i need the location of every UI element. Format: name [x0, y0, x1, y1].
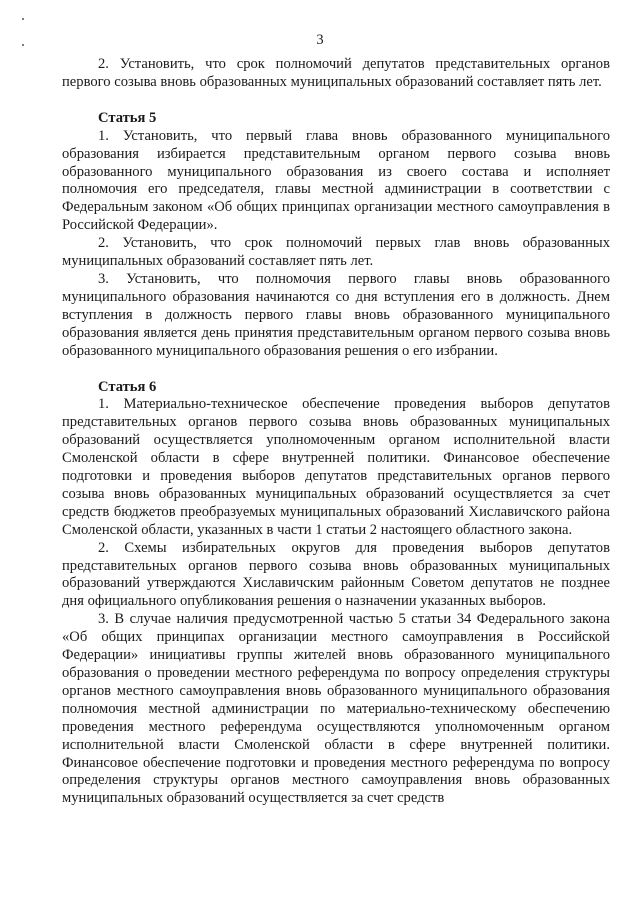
scan-speck — [22, 18, 24, 20]
document-body — [62, 56, 610, 808]
paragraph: 2. Схемы избирательных округов для проведения выборов депутатов представительных органов первого созыва вновь образованных муниципальных образований утверждаются Хиславичским районным Советом депутатов не позднее дня официального опубликования решения о назначении указанных выборов. — [62, 539, 610, 610]
section-gap — [62, 92, 610, 110]
paragraph: 1. Материально-техническое обеспечение проведения выборов депутатов представительных органов первого созыва вновь образованных муниципальных образований осуществляется уполномоченным органом исполнительной власти Смоленской области в сфере внутренней политики. Финансовое обеспечение подготовки и проведения выборов депутатов представительных органов первого созыва вновь образованных муниципальных образований осуществляется за счет средств бюджетов преобразуемых муниципальных образований Хиславичского района Смоленской области, указанных в части 1 статьи 2 настоящего областного закона. — [62, 396, 610, 538]
paragraph: 2. Установить, что срок полномочий первых глав вновь образованных муниципальных образований составляет пять лет. — [62, 235, 610, 270]
article-heading: Статья 6 — [98, 378, 157, 395]
section-gap — [62, 361, 610, 379]
paragraph: 3. Установить, что полномочия первого главы вновь образованного муниципального образования начинаются со дня вступления его в должность. Днем вступления в должность первого главы вновь образованного муниципального образования является день принятия представительным органом первого созыва вновь образованного муниципального образования решения о его избрании. — [62, 270, 610, 359]
paragraph: 2. Установить, что срок полномочий депутатов представительных органов первого созыва вновь образованных муниципальных образований составляет пять лет. — [62, 56, 610, 90]
article-heading: Статья 5 — [98, 109, 157, 126]
page-number: 3 — [316, 32, 324, 48]
paragraph: 1. Установить, что первый глава вновь образованного муниципального образования избирается представительным органом первого созыва вновь образованного муниципального образования из своего состава и исполняет полномочия его председателя, главы местной администрации в соответствии с Федеральным законом «Об общих принципах организации местного самоуправления в Российской Федерации». — [62, 127, 610, 234]
paragraph: 3. В случае наличия предусмотренной частью 5 статьи 34 Федерального закона «Об общих принципах организации местного самоуправления в Российской Федерации» инициативы группы жителей вновь образованного муниципального образования о проведении местного референдума по вопросу определения структуры органов местного самоуправления вновь образованного муниципального образования полномочия местной администрации по материально-техническому обеспечению проведения местного референдума осуществляются уполномоченным органом исполнительной власти Смоленской области в сфере внутренней политики. Финансовое обеспечение подготовки и проведения местного референдума по вопросу определения структуры органов местного самоуправления вновь образованных муниципальных образований осуществляется за счет средств — [62, 611, 610, 807]
